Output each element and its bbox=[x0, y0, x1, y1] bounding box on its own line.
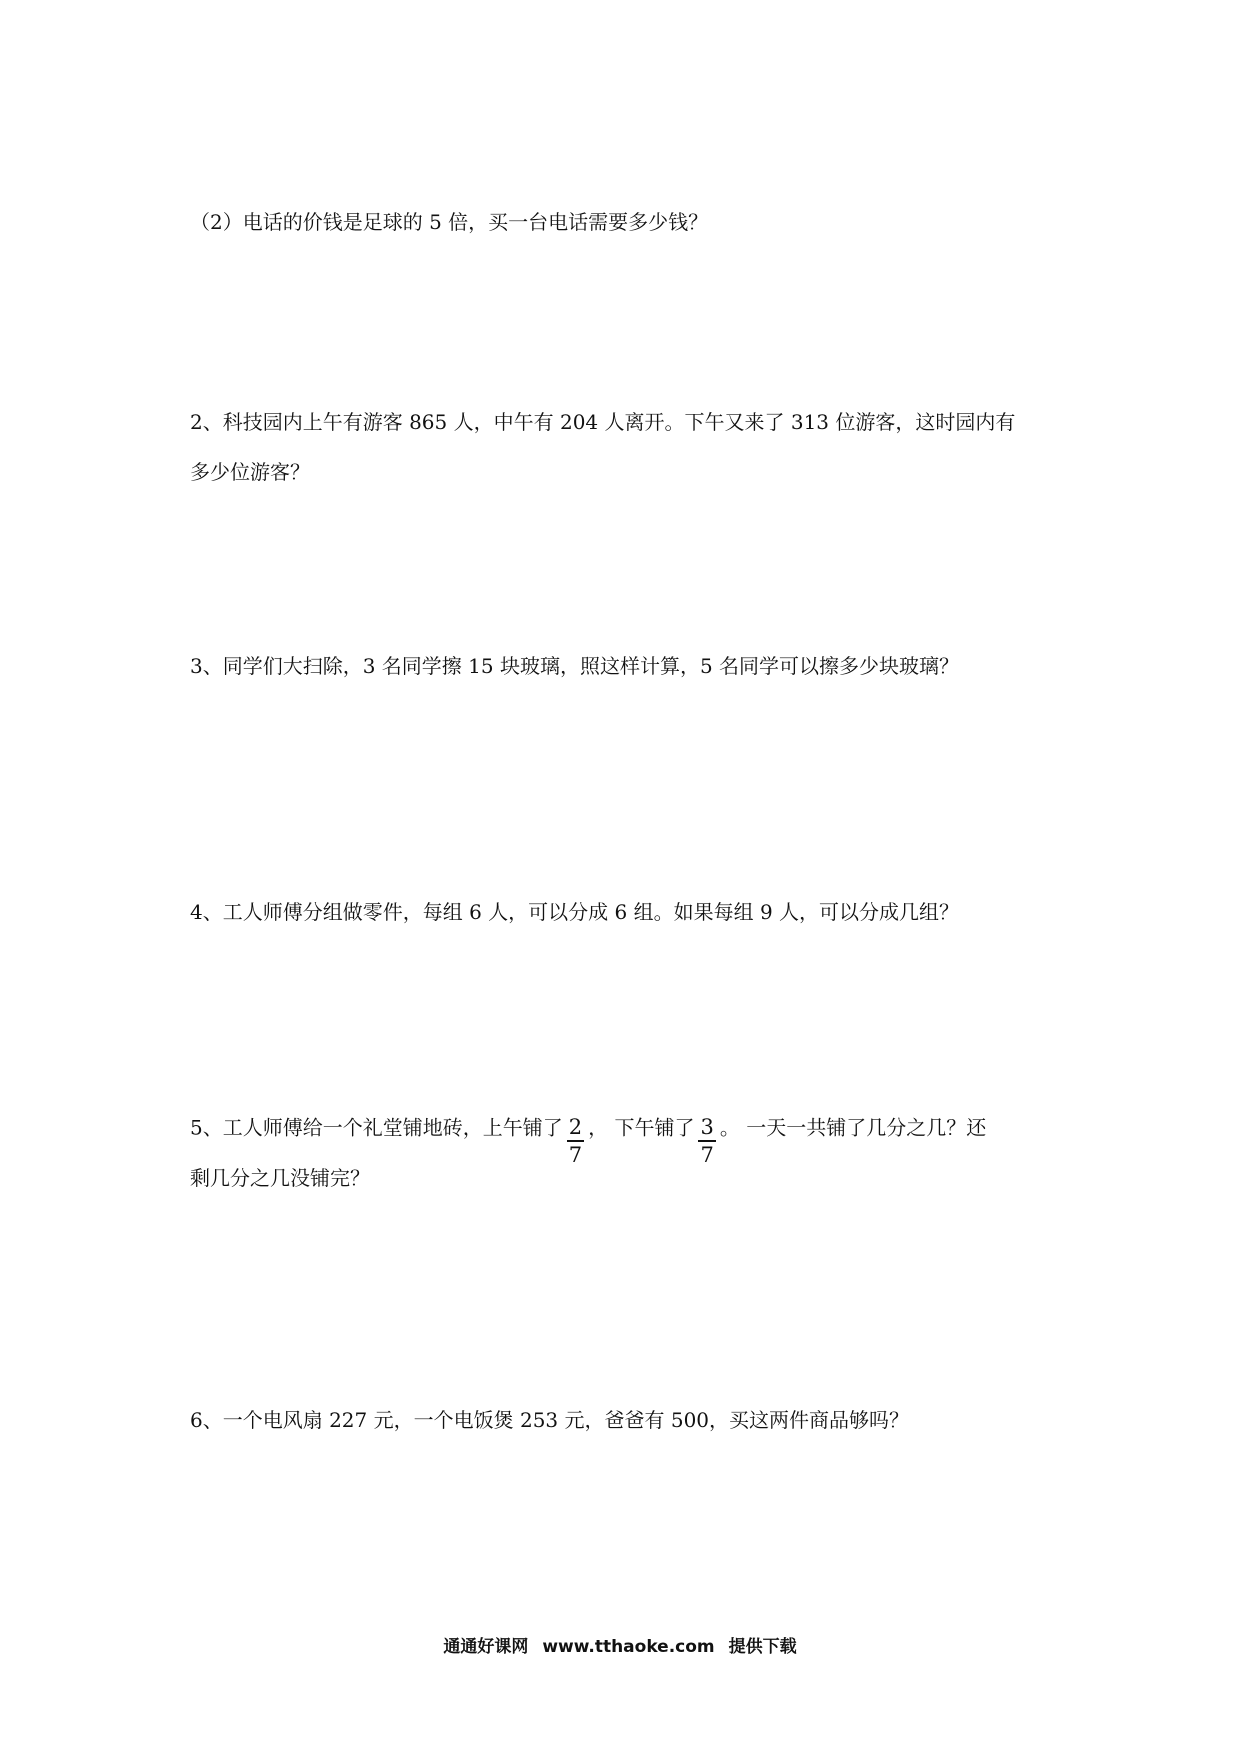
question-6: 6、一个电风扇 227 元，一个电饭煲 253 元，爸爸有 500，买这两件商品够吗？ bbox=[190, 1408, 910, 1432]
question-4: 4、工人师傅分组做零件，每组 6 人，可以分成 6 组。如果每组 9 人，可以分成几组？ bbox=[190, 900, 960, 924]
fraction-denominator: 7 bbox=[568, 1142, 583, 1167]
footer-site-name: 通通好课网 bbox=[443, 1637, 529, 1657]
question-5-line-2: 剩几分之几没铺完？ bbox=[190, 1166, 370, 1190]
fraction-denominator: 7 bbox=[700, 1142, 714, 1167]
fraction-two-sevenths bbox=[567, 1116, 584, 1166]
fraction-bar bbox=[698, 1140, 715, 1142]
fraction-three-sevenths bbox=[698, 1116, 715, 1166]
page-footer bbox=[0, 1632, 1240, 1657]
question-2-line-2: 多少位游客？ bbox=[190, 460, 310, 484]
fraction-bar bbox=[567, 1140, 584, 1142]
question-5-line-1 bbox=[190, 1104, 987, 1167]
question-5-text-c: 。 一天一共铺了几分之几？还 bbox=[719, 1115, 987, 1140]
question-5-text-b: ， 下午铺了 bbox=[588, 1115, 695, 1140]
question-5-text-a: 5、工人师傅给一个礼堂铺地砖，上午铺了 bbox=[190, 1115, 563, 1140]
footer-url[interactable]: www.tthaoke.com bbox=[542, 1637, 715, 1657]
footer-suffix: 提供下载 bbox=[728, 1637, 797, 1657]
question-1-part-2: （2）电话的价钱是足球的 5 倍，买一台电话需要多少钱？ bbox=[190, 210, 709, 234]
question-3: 3、同学们大扫除，3 名同学擦 15 块玻璃，照这样计算，5 名同学可以擦多少块玻璃？ bbox=[190, 654, 960, 678]
question-2-line-1: 2、科技园内上午有游客 865 人，中午有 204 人离开。下午又来了 313 位游客，这时园内有 bbox=[190, 410, 1016, 434]
fraction-numerator: 3 bbox=[700, 1115, 714, 1139]
fraction-numerator: 2 bbox=[568, 1115, 583, 1139]
